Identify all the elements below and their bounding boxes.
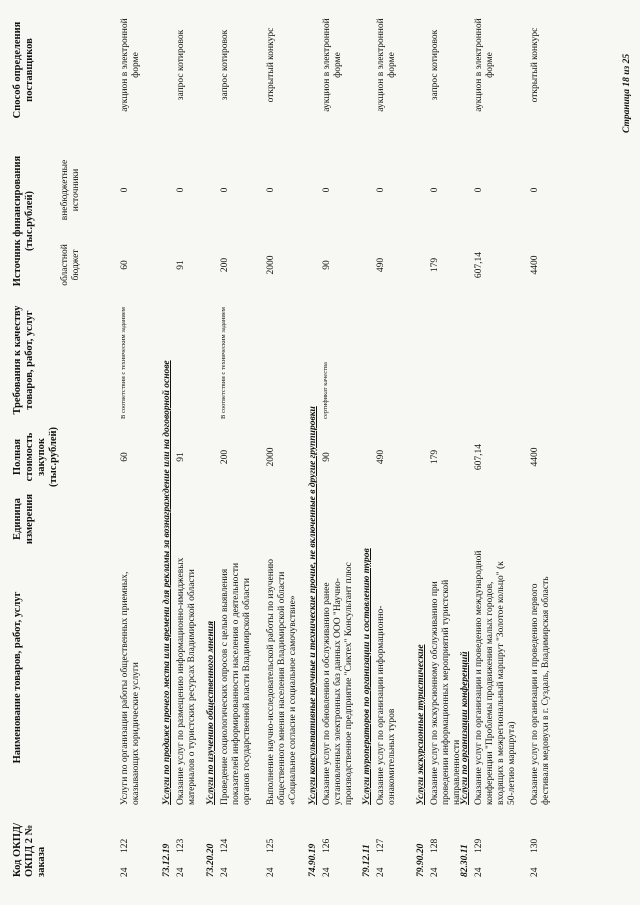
header-fin-regional: областной бюджет — [60, 244, 81, 286]
row-code: 24 — [530, 867, 540, 877]
row-cost: 2000 — [266, 447, 276, 467]
page-number: Страница 18 из 25 — [622, 53, 632, 133]
row-number: 126 — [322, 838, 332, 853]
row-cost: 179 — [430, 449, 440, 465]
row-fin-offbudget: 0 — [176, 187, 186, 193]
header-name: Наименование товаров, работ, услуг — [12, 591, 23, 764]
row-number: 129 — [474, 838, 484, 853]
row-method: запрос котировок — [220, 29, 230, 101]
header-method: Способ определения поставщиков — [12, 21, 35, 119]
group-code: 73.20.20 — [206, 843, 216, 877]
row-fin-regional: 2000 — [266, 255, 276, 275]
row-fin-offbudget: 0 — [120, 187, 130, 193]
row-fin-offbudget: 0 — [530, 187, 540, 193]
row-cost: 200 — [220, 449, 230, 465]
row-number: 130 — [530, 838, 540, 853]
row-cost: 90 — [322, 452, 332, 462]
row-number: 128 — [430, 838, 440, 853]
row-name: Оказание услуг по размещению информационно-имиджевых материалов о туристских ресурсах Владимирской области — [176, 557, 197, 805]
row-cost: 490 — [376, 449, 386, 465]
group-title: Услуги экскурсионные туристические — [416, 644, 426, 805]
row-requirements: сертификат качества — [322, 362, 329, 419]
row-number: 125 — [266, 838, 276, 853]
row-fin-offbudget: 0 — [322, 187, 332, 193]
row-fin-regional: 91 — [176, 260, 186, 270]
row-code: 24 — [120, 867, 130, 877]
header-cost: Полная стоимость закупок (тыс.рублей) — [12, 426, 59, 487]
row-method: аукцион в электронной форме — [322, 18, 343, 112]
row-fin-offbudget: 0 — [266, 187, 276, 193]
row-fin-offbudget: 0 — [430, 187, 440, 193]
row-fin-regional: 200 — [220, 257, 230, 273]
row-cost: 4400 — [530, 447, 540, 467]
row-fin-regional: 607,14 — [474, 251, 484, 279]
row-fin-regional: 60 — [120, 260, 130, 270]
row-code: 24 — [266, 867, 276, 877]
row-cost: 607,14 — [474, 443, 484, 471]
row-method: аукцион в электронной форме — [376, 18, 397, 112]
row-requirements: В соответствии с техническим заданием — [220, 307, 227, 419]
group-code: 73.12.19 — [162, 843, 172, 877]
row-requirements: В соответствии с техническим заданием — [120, 307, 127, 419]
row-code: 24 — [322, 867, 332, 877]
group-title: Услуги по изучению общественного мнения — [206, 621, 216, 805]
row-cost: 60 — [120, 452, 130, 462]
group-title: Услуги по организации конференций — [460, 651, 470, 805]
header-requirements: Требования к качеству товаров, работ, услуг — [12, 305, 35, 415]
row-number: 127 — [376, 838, 386, 853]
header-unit: Единица измерения — [12, 493, 35, 545]
header-financing: Источник финансирования (тыс.рублей) — [12, 155, 35, 287]
group-title: Услуги по продаже прочего места или времени для рекламы за вознаграждение или на договорной основе — [162, 360, 172, 805]
row-number: 122 — [120, 838, 130, 853]
row-fin-offbudget: 0 — [376, 187, 386, 193]
row-number: 123 — [176, 838, 186, 853]
row-method: открытый конкурс — [266, 27, 276, 103]
row-fin-offbudget: 0 — [220, 187, 230, 193]
group-code: 82.30.11 — [460, 844, 470, 877]
row-fin-regional: 4400 — [530, 255, 540, 275]
row-number: 124 — [220, 838, 230, 853]
group-code: 79.90.20 — [416, 843, 426, 877]
row-fin-regional: 90 — [322, 260, 332, 270]
row-fin-regional: 490 — [376, 257, 386, 273]
row-name: Проведение социологических опросов с целью выявления показателей информированности населения о деятельности органов государственной власти Владимирской области — [220, 562, 252, 805]
group-code: 79.12.11 — [362, 844, 372, 877]
row-name: Услуги по организации работы общественных приемных, оказывающих юридические услуги — [120, 571, 141, 805]
row-fin-regional: 179 — [430, 257, 440, 273]
row-method: аукцион в электронной форме — [474, 18, 495, 112]
row-name: Оказание услуг по организации и проведению международной конференции "Проблемы продвижения малых городов, входящих в межрегиональный маршрут "Золотое кольцо" (к 50-летию маршрута) — [474, 550, 517, 805]
row-method: открытый конкурс — [530, 27, 540, 103]
row-code: 24 — [376, 867, 386, 877]
group-code: 74.90.19 — [308, 843, 318, 877]
row-name: Оказание услуг по обновлению и обслуживанию ранее установленных электронных баз данных ООО "Научно-производственное предприятие "Сиктех" Консультант плюс — [322, 562, 354, 805]
row-method: аукцион в электронной форме — [120, 18, 141, 112]
row-code: 24 — [176, 867, 186, 877]
row-method: запрос котировок — [176, 29, 186, 101]
row-name: Выполнение научно-исследовательской работы по изучению общественного мнения населения Владимирской области «Социальное согласие и социальное самочувствие» — [266, 558, 298, 805]
group-title: Услуги консультативные научные и технические прочие, не включенные в другие группировки — [308, 406, 318, 805]
row-code: 24 — [474, 867, 484, 877]
group-title: Услуги туроператоров по организации и составлению туров — [362, 548, 372, 805]
row-method: запрос котировок — [430, 29, 440, 101]
row-name: Оказание услуг по организации и проведению первого фестиваля медовухи в г. Суздаль, Владимирская область — [530, 576, 551, 805]
row-code: 24 — [430, 867, 440, 877]
row-cost: 91 — [176, 452, 186, 462]
header-code: Код ОКПД/ ОКПД 2 № заказа — [12, 822, 47, 877]
row-name: Оказание услуг по организации информационно-ознакомительных туров — [376, 605, 397, 805]
row-fin-offbudget: 0 — [474, 187, 484, 193]
row-name: Оказание услуг по экскурсионному обслуживанию при проведении информационных мероприятий туристской направленности — [430, 579, 462, 805]
header-fin-offbudget: внебюджетные источники — [60, 159, 81, 221]
row-code: 24 — [220, 867, 230, 877]
